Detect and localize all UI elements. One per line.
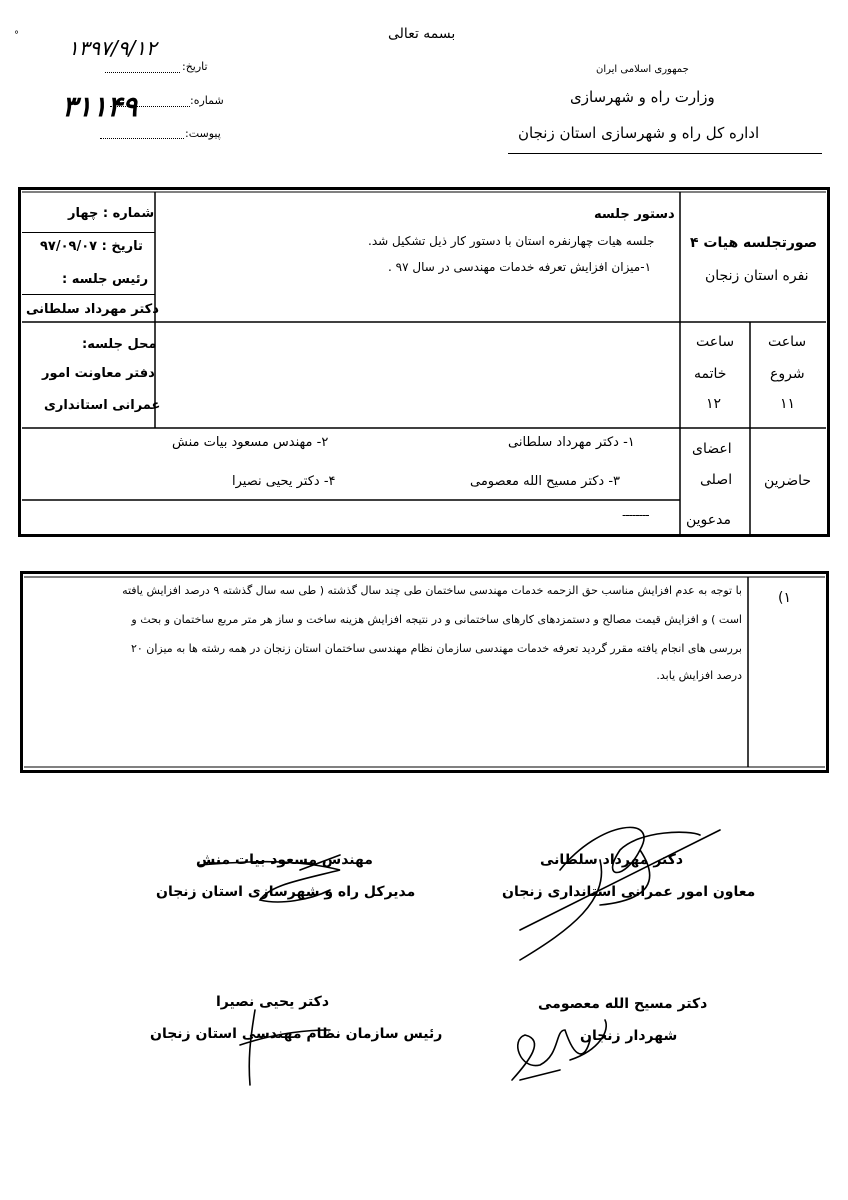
- minutes-title-line1: صورتجلسه هیات ۴: [690, 235, 818, 251]
- resolution-line3: بررسی های انجام یافته مقرر گردید تعرفه خدمات مهندسی سازمان نظام مهندسی ساختمان استان زنجان در همه رشته ها به میزان ۲۰: [130, 642, 742, 655]
- end-value: ۱۲: [706, 396, 722, 412]
- member-1: ۱- دکتر مهرداد سلطانی: [508, 435, 635, 450]
- member-3: ۳- دکتر مسیح الله معصومی: [470, 474, 621, 489]
- signatory-3-name: دکتر مسیح الله معصومی: [538, 996, 708, 1012]
- signatory-1-title: معاون امور عمرانی استانداری زنجان: [502, 884, 756, 900]
- member-4: ۴- دکتر یحیی نصیرا: [232, 474, 336, 489]
- members-label1: اعضای: [692, 441, 732, 457]
- attachment-label: پیوست:: [185, 127, 221, 140]
- end-label2: خاتمه: [694, 366, 727, 382]
- end-label1: ساعت: [696, 334, 735, 350]
- signatory-3-title: شهردار زنجان: [580, 1028, 678, 1044]
- signatory-2-title: مدیرکل راه و شهرسازی استان زنجان: [156, 884, 416, 900]
- signature-1: [520, 827, 720, 960]
- member-2: ۲- مهندس مسعود بیات منش: [172, 435, 329, 450]
- number-label: شماره:: [190, 94, 224, 107]
- date-label: تاریخ:: [182, 60, 208, 73]
- office-label: اداره کل راه و شهرسازی استان زنجان: [518, 124, 760, 142]
- start-label2: شروع: [770, 366, 805, 382]
- signature-4: [240, 1010, 330, 1085]
- number-value: ۳۱۱۴۹: [62, 90, 138, 123]
- start-label1: ساعت: [768, 334, 807, 350]
- session-number: شماره : چهار: [68, 206, 155, 221]
- signature-2: [200, 855, 340, 902]
- signature-3: [512, 1020, 606, 1080]
- ministry-label: وزارت راه و شهرسازی: [570, 88, 715, 106]
- minutes-title-line2: نفره استان زنجان: [705, 268, 809, 284]
- signatory-4-title: رئیس سازمان نظام مهندسی استان زنجان: [150, 1026, 443, 1042]
- chair-label: رئیس جلسه :: [62, 272, 149, 287]
- start-value: ۱۱: [780, 396, 796, 412]
- resolution-line4: درصد افزایش یابد.: [656, 669, 742, 682]
- chair-name: دکتر مهرداد سلطانی: [26, 302, 159, 317]
- agenda-text2: ۱-میزان افزایش تعرفه خدمات مهندسی در سال ۹۷ .: [388, 260, 652, 274]
- agenda-title: دستور جلسه: [594, 207, 675, 222]
- resolution-number: ۱): [778, 590, 791, 606]
- signatory-2-name: مهندس مسعود بیات منش: [196, 852, 373, 868]
- date-value: ۱۳۹۷/۹/۱۲: [68, 36, 157, 60]
- session-date: تاریخ : ۹۷/۰۹/۰۷: [40, 239, 143, 254]
- place-label: محل جلسه:: [82, 337, 157, 352]
- invited-label: مدعوین: [686, 512, 731, 528]
- corner-mark: °: [14, 30, 19, 41]
- signatory-4-name: دکتر یحیی نصیرا: [216, 994, 329, 1010]
- agenda-text1: جلسه هیات چهارنفره استان با دستور کار ذیل تشکیل شد.: [368, 234, 655, 248]
- place-line2: عمرانی استانداری: [44, 398, 161, 413]
- attendees-label: حاضرین: [764, 473, 812, 489]
- members-label2: اصلی: [700, 472, 733, 488]
- signatory-1-name: دکتر مهرداد سلطانی: [540, 852, 684, 868]
- place-line1: دفتر معاونت امور: [42, 366, 155, 381]
- bismillah: بسمه تعالی: [388, 26, 456, 42]
- resolution-line1: با توجه به عدم افزایش مناسب حق الزحمه خدمات مهندسی ساختمان طی چند سال گذشته ( طی سه سال گذشته ۹ درصد افزایش یافته: [122, 584, 742, 597]
- republic-label: جمهوری اسلامی ایران: [596, 64, 689, 75]
- invited-value: --------: [622, 508, 649, 522]
- resolution-line2: است ) و افزایش قیمت مصالح و دستمزدهای کارهای ساختمانی و در نتیجه افزایش هزینه ساخت و ساز هر متر مربع ساختمان و بحث و: [131, 613, 742, 626]
